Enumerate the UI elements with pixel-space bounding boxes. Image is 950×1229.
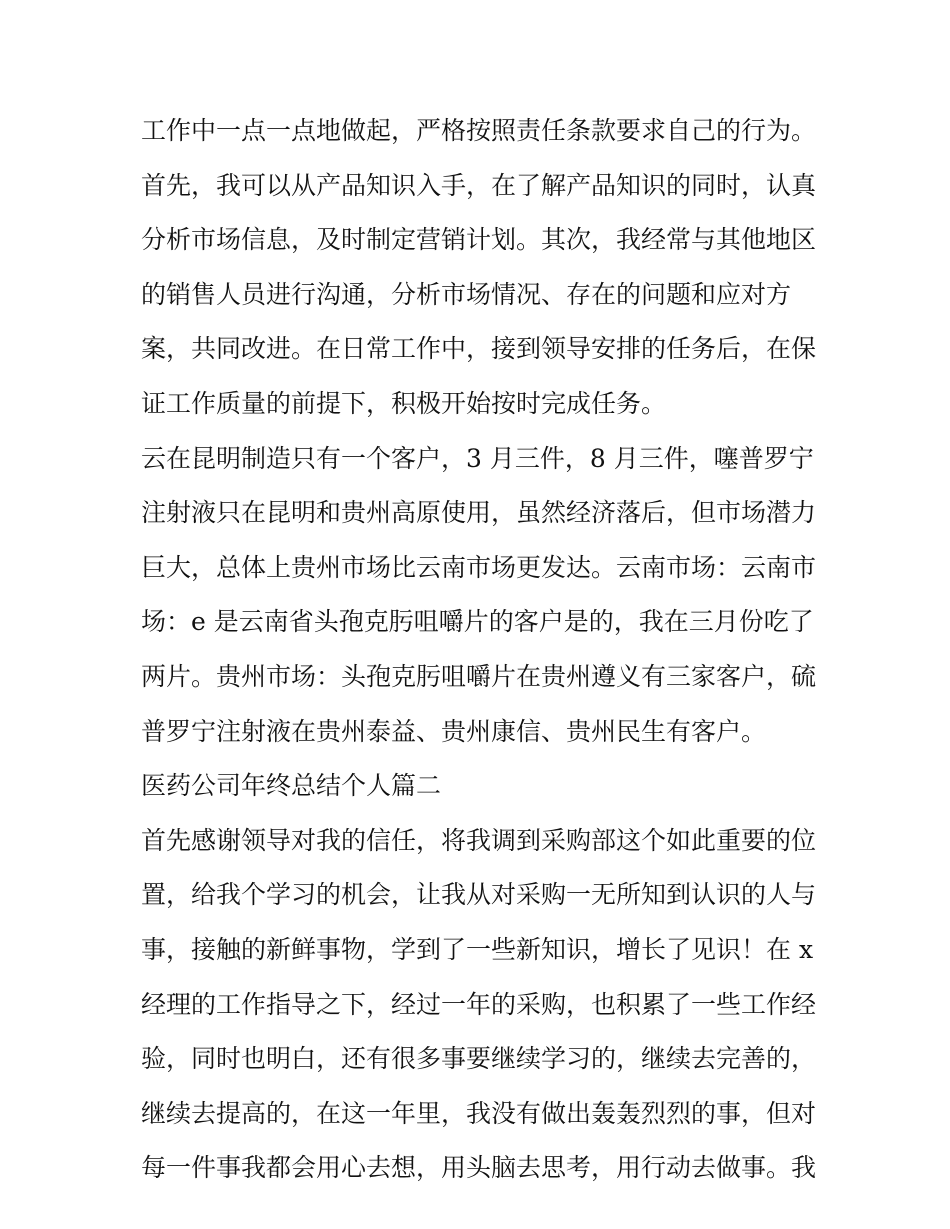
text-line: 工作中一点一点地做起，严格按照责任条款要求自己的行为。 — [141, 116, 817, 145]
text-line: 继续去提高的，在这一年里，我没有做出轰轰烈烈的事，但对 — [141, 1098, 817, 1128]
text-line: 云在昆明制造只有一个客户，3 月三件，8 月三件，噻普罗宁 — [141, 443, 814, 473]
text-line: 场：e 是云南省头孢克肟咀嚼片的客户是的，我在三月份吃了 — [141, 607, 814, 637]
text-line: 每一件事我都会用心去想，用头脑去思考，用行动去做事。我 — [141, 1153, 817, 1183]
text-line: 验，同时也明白，还有很多事要继续学习的，继续去完善的， — [141, 1044, 817, 1074]
text-line: 经理的工作指导之下，经过一年的采购，也积累了一些工作经 — [141, 989, 817, 1019]
text-line: 的销售人员进行沟通，分析市场情况、存在的问题和应对方 — [141, 279, 792, 309]
text-line: 分析市场信息，及时制定营销计划。其次，我经常与其他地区 — [141, 225, 817, 255]
text-line: 普罗宁注射液在贵州泰益、贵州康信、贵州民生有客户。 — [141, 716, 767, 746]
section-heading: 医药公司年终总结个人篇二 — [141, 771, 442, 801]
text-line: 事，接触的新鲜事物，学到了一些新知识，增长了见识！在 x — [141, 934, 814, 964]
text-line: 证工作质量的前提下，积极开始按时完成任务。 — [141, 388, 667, 418]
text-line: 首先，我可以从产品知识入手，在了解产品知识的同时，认真 — [141, 170, 817, 200]
text-line: 注射液只在昆明和贵州高原使用，虽然经济落后，但市场潜力 — [141, 498, 817, 528]
text-line: 案，共同改进。在日常工作中，接到领导安排的任务后，在保 — [141, 334, 817, 364]
text-line: 置，给我个学习的机会，让我从对采购一无所知到认识的人与 — [141, 880, 817, 910]
text-line: 首先感谢领导对我的信任，将我调到采购部这个如此重要的位 — [141, 825, 817, 855]
document-body — [141, 111, 821, 1203]
text-line: 巨大，总体上贵州市场比云南市场更发达。云南市场：云南市 — [141, 552, 817, 582]
text-line: 两片。贵州市场：头孢克肟咀嚼片在贵州遵义有三家客户，硫 — [141, 661, 817, 691]
